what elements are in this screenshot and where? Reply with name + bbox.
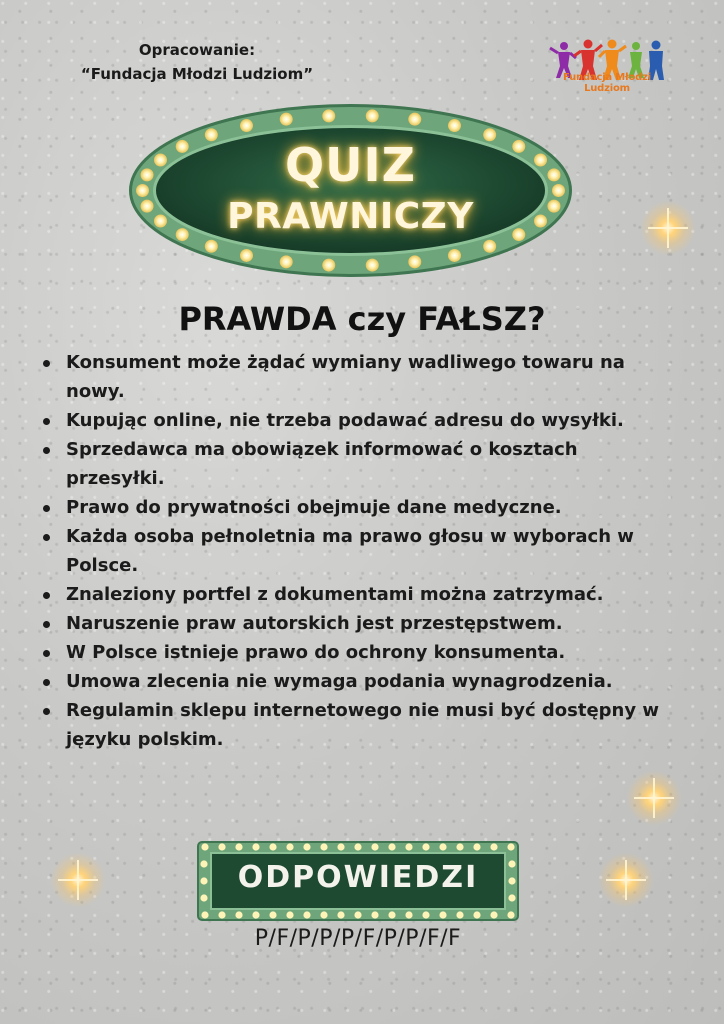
board-bulb-icon	[388, 843, 395, 850]
board-bulb-icon	[354, 843, 361, 850]
board-bulb-icon	[303, 843, 310, 850]
board-bulb-icon	[269, 911, 276, 918]
board-bulb-icon	[473, 843, 480, 850]
sparkle-icon	[50, 852, 106, 908]
statement-item: Umowa zlecenia nie wymaga podania wynagrodzenia.	[40, 667, 680, 696]
statement-item: Naruszenie praw autorskich jest przestępstwem.	[40, 609, 680, 638]
board-bulb-icon	[405, 843, 412, 850]
statement-item: W Polsce istnieje prawo do ochrony konsumenta.	[40, 638, 680, 667]
statement-item: Sprzedawca ma obowiązek informować o kosztach przesyłki.	[40, 435, 680, 493]
board-bulb-icon	[269, 843, 276, 850]
board-bulb-icon	[439, 911, 446, 918]
board-bulb-icon	[456, 843, 463, 850]
answers-label: ODPOWIEDZI	[237, 860, 479, 895]
sparkle-icon	[598, 852, 654, 908]
board-bulb-icon	[218, 843, 225, 850]
answers-key: P/F/P/P/P/F/P/P/F/F	[254, 926, 462, 951]
board-bulb-icon	[354, 911, 361, 918]
marquee-bulb-icon	[322, 109, 335, 122]
statement-item: Konsument może żądać wymiany wadliwego towaru na nowy.	[40, 348, 680, 406]
marquee-bulb-icon	[280, 255, 293, 268]
marquee-bulb-icon	[240, 119, 253, 132]
marquee-bulb-icon	[483, 240, 496, 253]
marquee-bulb-icon	[408, 255, 421, 268]
marquee-bulb-icon	[448, 249, 461, 262]
board-bulb-icon	[200, 894, 207, 901]
board-bulb-icon	[473, 911, 480, 918]
board-bulb-icon	[286, 911, 293, 918]
statement-item: Każda osoba pełnoletnia ma prawo głosu w wyborach w Polsce.	[40, 522, 680, 580]
board-bulb-icon	[507, 843, 514, 850]
board-bulb-icon	[422, 911, 429, 918]
board-bulb-icon	[371, 843, 378, 850]
board-bulb-icon	[456, 911, 463, 918]
board-bulb-icon	[252, 843, 259, 850]
statement-item: Znaleziony portfel z dokumentami można zatrzymać.	[40, 580, 680, 609]
board-bulb-icon	[405, 911, 412, 918]
sparkle-icon	[640, 200, 696, 256]
sparkle-icon	[626, 770, 682, 826]
board-bulb-icon	[286, 843, 293, 850]
board-bulb-icon	[388, 911, 395, 918]
page-headline: PRAWDA czy FAŁSZ?	[178, 300, 546, 338]
marquee-bulb-icon	[366, 259, 379, 272]
foundation-logo	[548, 38, 666, 98]
board-bulb-icon	[337, 911, 344, 918]
board-bulb-icon	[507, 911, 514, 918]
board-bulb-icon	[201, 843, 208, 850]
statement-item: Kupując online, nie trzeba podawać adresu do wysyłki.	[40, 406, 680, 435]
board-bulb-icon	[371, 911, 378, 918]
board-bulb-icon	[235, 843, 242, 850]
credit-block	[62, 38, 332, 86]
board-bulb-icon	[337, 843, 344, 850]
marquee-bulb-icon	[366, 109, 379, 122]
quiz-title-line1: QUIZ	[285, 138, 416, 192]
marquee-bulb-icon	[205, 240, 218, 253]
marquee-bulb-icon	[240, 249, 253, 262]
statement-item: Prawo do prywatności obejmuje dane medyczne.	[40, 493, 680, 522]
statement-item: Regulamin sklepu internetowego nie musi być dostępny w języku polskim.	[40, 696, 680, 754]
board-bulb-icon	[490, 843, 497, 850]
credit-label: Opracowanie:	[138, 41, 256, 59]
board-bulb-icon	[218, 911, 225, 918]
board-bulb-icon	[235, 911, 242, 918]
logo-text: Fundacja Młodzi Ludziom	[562, 72, 651, 94]
quiz-title-line2: PRAWNICZY	[227, 196, 474, 237]
board-bulb-icon	[303, 911, 310, 918]
board-bulb-icon	[201, 911, 208, 918]
board-bulb-icon	[320, 843, 327, 850]
statement-list	[40, 348, 680, 754]
marquee-bulb-icon	[448, 119, 461, 132]
marquee-bulb-icon	[280, 113, 293, 126]
board-bulb-icon	[422, 843, 429, 850]
board-bulb-icon	[490, 911, 497, 918]
board-bulb-icon	[320, 911, 327, 918]
board-bulb-icon	[252, 911, 259, 918]
board-bulb-icon	[439, 843, 446, 850]
credit-organization: “Fundacja Młodzi Ludziom”	[80, 65, 314, 83]
marquee-bulb-icon	[322, 259, 335, 272]
board-bulb-icon	[508, 894, 515, 901]
marquee-bulb-icon	[408, 113, 421, 126]
